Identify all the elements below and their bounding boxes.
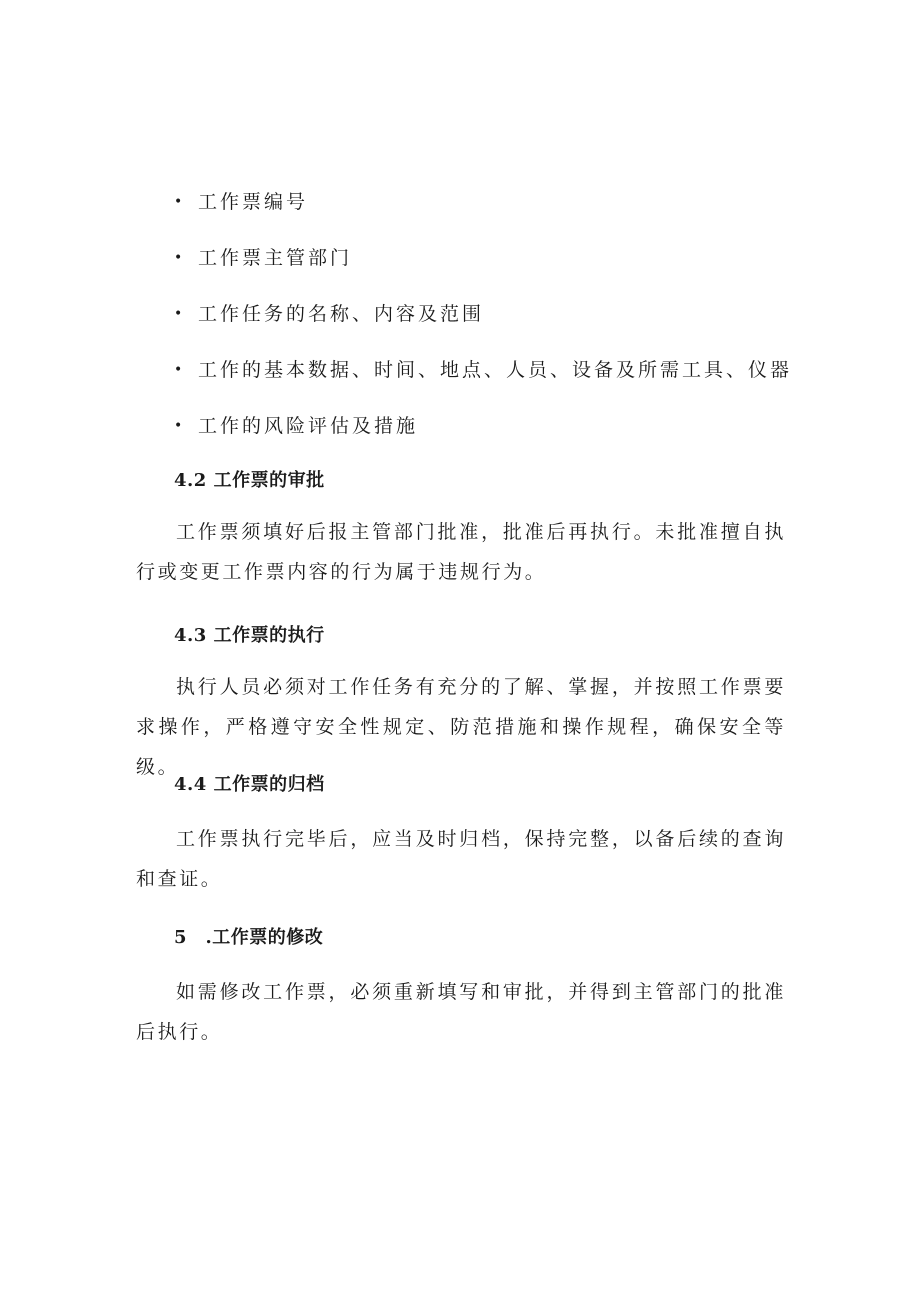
- list-item: [174, 188, 794, 244]
- bullet-icon: •: [174, 362, 186, 378]
- bullet-icon: •: [174, 194, 186, 210]
- section-body-archiving: 工作票执行完毕后，应当及时归档，保持完整，以备后续的查询和查证。: [136, 828, 786, 890]
- list-item: [174, 300, 794, 356]
- bullet-list: [174, 188, 794, 468]
- section-body-modification: 如需修改工作票，必须重新填写和审批，并得到主管部门的批准后执行。: [136, 981, 786, 1043]
- list-item-text: 工作票编号: [198, 191, 309, 213]
- section-heading-execution: 4.3 工作票的执行: [174, 625, 325, 646]
- bullet-icon: •: [174, 250, 186, 266]
- list-item: [174, 356, 794, 412]
- section-heading-approval: 4.2 工作票的审批: [174, 470, 325, 491]
- section-heading-modification: 5 .工作票的修改: [174, 927, 324, 948]
- list-item-text: 工作的基本数据、时间、地点、人员、设备及所需工具、仪器: [198, 359, 793, 381]
- list-item: [174, 412, 794, 468]
- list-item: [174, 244, 794, 300]
- list-item-text: 工作的风险评估及措施: [198, 415, 419, 437]
- list-item-text: 工作票主管部门: [198, 247, 353, 269]
- list-item-text: 工作任务的名称、内容及范围: [198, 303, 485, 325]
- section-body-execution: 执行人员必须对工作任务有充分的了解、掌握，并按照工作票要求操作，严格遵守安全性规定、防范措施和操作规程，确保安全等级。: [136, 676, 786, 778]
- bullet-icon: •: [174, 418, 186, 434]
- section-body-approval: 工作票须填好后报主管部门批准，批准后再执行。未批准擅自执行或变更工作票内容的行为属于违规行为。: [136, 521, 786, 583]
- section-heading-archiving: 4.4 工作票的归档: [174, 774, 325, 795]
- bullet-icon: •: [174, 306, 186, 322]
